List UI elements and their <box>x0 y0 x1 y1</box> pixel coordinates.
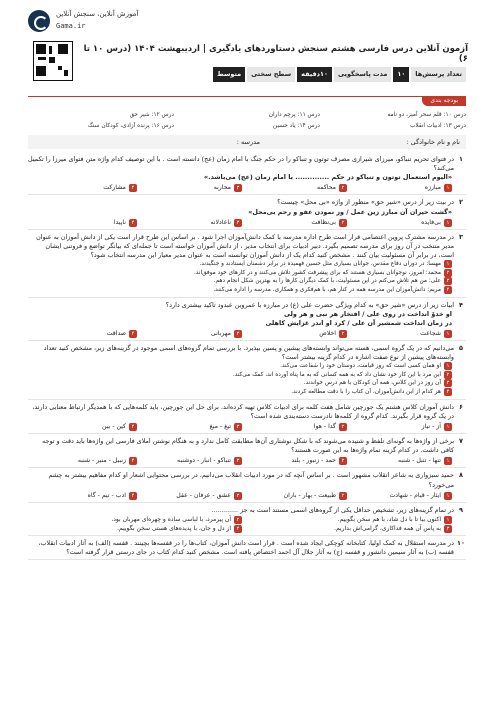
question-text: برخی از واژه‌ها به گونه‌ای تلفظ و شنیده می‌شوند که با شکل نوشتاری آن‌ها مطابقت کامل ندارد و به هنگام نوشتن املای فارسی این واژه‌ها باید دقت و توجه کافی داشت. در کدام گزینه تمام واژه‌ها به این صورت هستند؟ <box>42 436 454 455</box>
option-number: ۲ <box>339 423 347 431</box>
answer-option[interactable] <box>28 362 452 371</box>
student-name-label: نام و نام خانوادگی : <box>406 138 460 146</box>
answer-option[interactable] <box>28 379 452 388</box>
logo-site: Gama.ir <box>56 22 86 30</box>
answer-option[interactable] <box>242 515 452 524</box>
option-number: ۳ <box>444 525 452 533</box>
option-text: علی: من هم تلاش می‌کنم در این مسئولیت، با کمک دیگران کارها را به بهترین شکل انجام دهم. <box>213 278 441 285</box>
question-list <box>28 152 466 560</box>
info-cell: سطح سختی <box>247 67 295 82</box>
answer-option[interactable] <box>347 491 452 500</box>
answer-option[interactable] <box>242 329 347 338</box>
question-text: در مدرسه مشترک پروین اعتصامی قرار است طرح اداره مدرسه با کمک دانش‌آموزان اجرا شود . بر اساس این طرح قرار است یکی از دانش آموزان به عنوان مدیر منتخب در آن روز برای مدرسه تصمیم بگیرد. دبیر ادبیات برای انتخاب مدیر ، از دانش آموزان خواسته است تا جمله‌ای که بیانگر تواضع و فروتنی ایشان است، در برابر آن مسئولیت بیان کنند . مشخص کنید کدام یک از دانش آموزان توانسته است به عنوان مدیر معیار این مدرسه انتخاب شود؟ <box>36 232 454 260</box>
option-text: بی‌فایده <box>421 218 441 226</box>
option-list <box>28 491 452 500</box>
option-text: مریم: دانش‌آموزان این مدرسه همه در کنار هم، با هم‌فکری و همکاری، مدرسه را اداره می‌کنند. <box>213 287 441 293</box>
answer-option[interactable] <box>32 183 137 192</box>
option-text: او همان کسی است که روز قیامت، دوستان خود را شفاعت می‌کند. <box>280 363 441 370</box>
option-text: عشق - عرفان - عقل <box>176 491 231 499</box>
option-list <box>28 329 452 338</box>
question-item <box>28 536 466 560</box>
question-item <box>28 400 466 434</box>
option-text: مهسا: در دوران دفاع مقدس، جوانان بسیاری مثل حسین فهمیده در برابر دشمنان ایستادند و جنگیدند. <box>199 261 441 268</box>
option-number: ۱ <box>444 260 452 268</box>
option-number: ۱ <box>444 219 452 227</box>
question-number: ۹ <box>459 505 463 514</box>
answer-option[interactable] <box>137 422 242 431</box>
question-quote: او خدوْ انداخت در روی علی / افتخار هر نبی و هر ولی <box>284 309 452 318</box>
option-text: به پاس آن همه فداکاری، گرامی‌اش بداریم. <box>334 525 441 532</box>
question-quote: «گشت حیران آن مبارز زین عمل / وز نمودن عفو و رحم بی‌محل» <box>248 207 452 216</box>
budget-label: بودجه بندی <box>422 96 466 106</box>
option-number: ۴ <box>129 184 137 192</box>
option-number: ۳ <box>234 330 242 338</box>
lesson-item: درس ۱۳: ادبیات انقلاب <box>409 123 466 129</box>
question-item <box>28 503 466 536</box>
answer-option[interactable] <box>28 388 452 397</box>
answer-option[interactable] <box>137 329 242 338</box>
option-text: محاکمه <box>316 184 336 192</box>
lesson-list <box>28 110 466 132</box>
option-number: ۲ <box>339 457 347 465</box>
option-number: ۴ <box>444 286 452 294</box>
option-number: ۲ <box>339 184 347 192</box>
exam-title: آزمون آنلاین درس فارسی هشتم سنجش دستاوردهای یادگیری | اردیبهشت ۱۴۰۴ (درس ۱۰ تا ۶) <box>83 44 468 64</box>
question-text: در بیت زیر از درس «شیر حق» منظور از واژه «بی محل» چیست؟ <box>277 198 454 207</box>
student-info-bar <box>28 135 466 149</box>
question-text: دانش آموزان کلاس هشتم یک جورچین شامل هفت کلمه برای ادبیات کلاس تهیه کرده‌اند. برای حل این جورچین، باید کلمه‌هایی که با همدیگر ارتباط معنایی دارند، در یک گروه قرار بگیرند. کدام گروه از کلمه‌ها نادرست دسته‌بندی شده است؟ <box>32 402 454 420</box>
site-logo[interactable] <box>28 6 218 38</box>
option-text: تنها - تنبل - شنبه <box>397 457 441 465</box>
question-text: حمید سبزواری به شاعر انقلاب مشهور است . بر اساس آنچه که در مورد ادبیات انقلاب می‌دانیم، در بررسی محتوایی اشعار او کدام مفاهیم بیشتر به چشم می‌خورد؟ <box>48 471 454 489</box>
option-text: حمد - زنبور - بلند <box>291 457 336 465</box>
answer-option[interactable] <box>32 524 242 533</box>
option-number: ۱ <box>444 516 452 524</box>
option-number: ۳ <box>234 423 242 431</box>
lesson-row <box>28 121 466 132</box>
answer-option[interactable] <box>28 269 452 278</box>
option-text: طبیعت - بهار - باران <box>283 491 336 499</box>
lesson-item: درس ۱۴: یاد حسین <box>272 123 320 129</box>
option-text: مبارزه <box>424 184 441 192</box>
option-number: ۴ <box>129 423 137 431</box>
option-number: ۴ <box>129 492 137 500</box>
answer-option[interactable] <box>28 260 452 269</box>
answer-option[interactable] <box>137 456 242 465</box>
option-text: آز - نیاز <box>421 422 441 430</box>
option-text: محاربه <box>213 184 231 192</box>
question-number: ۲ <box>459 198 463 207</box>
option-list <box>28 422 452 431</box>
answer-option[interactable] <box>32 515 242 524</box>
option-text: ناعادلانه <box>210 218 231 226</box>
option-number: ۳ <box>234 184 242 192</box>
option-number: ۴ <box>444 388 452 396</box>
answer-option[interactable] <box>32 422 137 431</box>
question-number: ۵ <box>459 343 463 352</box>
answer-option[interactable] <box>137 218 242 227</box>
option-text: ادب - تیم - گاه <box>87 491 126 499</box>
option-list <box>28 362 466 396</box>
option-number: ۴ <box>129 219 137 227</box>
school-label: مدرسه : <box>236 138 260 146</box>
option-number: ۲ <box>339 492 347 500</box>
option-text: این مرد با این کار خود نشان داد که به همه کسانی که به ما پناه آورده اند، کمک می‌کند. <box>232 371 441 378</box>
answer-option[interactable] <box>347 456 452 465</box>
lesson-row <box>28 110 466 121</box>
info-cell: متوسط <box>213 67 245 82</box>
answer-option[interactable] <box>28 277 452 286</box>
option-number: ۳ <box>234 219 242 227</box>
option-text: تیغ - میغ <box>209 422 231 430</box>
lesson-item: درس ۱۰: قلم سحر آمیز، دو نامه <box>387 112 466 118</box>
answer-option[interactable] <box>137 491 242 500</box>
option-text: آن روز در این کلاس، همه آن کودکان با هم درس خواندند. <box>303 380 441 387</box>
option-list <box>28 218 452 227</box>
question-text: ابیات زیر از درس «شیر حق» به کدام ویژگی حضرت علی (ع) در مبارزه با عمروبن عبدود تاکید بیشتری دارد؟ <box>165 300 454 309</box>
qr-code-icon <box>33 41 73 81</box>
option-text: مشارکت <box>103 184 126 192</box>
question-item <box>28 298 466 341</box>
answer-option[interactable] <box>242 456 347 465</box>
option-text: ناپیدا <box>113 218 126 226</box>
answer-option[interactable] <box>347 422 452 431</box>
answer-option[interactable] <box>242 524 452 533</box>
question-item <box>28 341 466 400</box>
gama-logo-icon <box>28 10 50 32</box>
option-text: اخلاص <box>319 329 336 337</box>
question-number: ۴ <box>459 300 463 309</box>
question-number: ۸ <box>459 471 463 480</box>
answer-option[interactable] <box>32 456 137 465</box>
answer-option[interactable] <box>32 218 137 227</box>
option-number: ۲ <box>339 219 347 227</box>
question-item <box>28 230 466 298</box>
lesson-item: درس ۱۶: پرنده آزادی، کودکان سنگ <box>87 123 174 129</box>
question-text: در مدرسه استقلال به کمک اولیا، کتابخانه کوچکی ایجاد شده است . قرار است دانش آموزان، کتاب‌ها را در قفسه‌ها بچینند . قفسه (الف) به آثار ادبیات انقلاب، قفسه (ب) به آثار سیمین دانشور و قفسه (ج) به آثار جلال آل احمد اختصاص یافته است. مشخص کنید کدام کتاب در جای درستی قرار گرفته است؟ <box>38 539 454 557</box>
option-number: ۳ <box>234 457 242 465</box>
option-number: ۱ <box>444 184 452 192</box>
option-list <box>28 260 466 294</box>
option-number: ۱ <box>444 457 452 465</box>
option-text: ایثار - قیام - شهادت <box>389 491 441 499</box>
option-text: هر کدام از این دانش‌آموزان، آن کتاب را با دقت مطالعه کردند. <box>291 388 441 395</box>
question-number: ۱۰ <box>457 539 465 547</box>
option-text: مهربانی <box>210 329 231 337</box>
question-quote: «الیوم استعمال توتون و تنباکو در حکم .............. با امام زمان (عج) می‌باشد.» <box>204 173 452 182</box>
option-number: ۲ <box>234 516 242 524</box>
question-item <box>28 468 466 502</box>
answer-option[interactable] <box>28 286 452 295</box>
answer-option[interactable] <box>32 491 137 500</box>
question-item <box>28 195 466 229</box>
option-text: گدا - هوا <box>313 422 336 430</box>
answer-option[interactable] <box>137 183 242 192</box>
answer-option[interactable] <box>347 329 452 338</box>
option-list <box>28 456 452 465</box>
option-number: ۱ <box>444 362 452 370</box>
answer-option[interactable] <box>347 183 452 192</box>
answer-option[interactable] <box>242 183 347 192</box>
option-number: ۲ <box>444 269 452 277</box>
question-text: می‌دانیم که در یک گروه اسمی، هسته می‌تواند وابسته‌های پیشین و پسین بپذیرد. با بررسی تمام گروه‌های اسمی موجود در گزینه‌های زیر، مشخص کنید تعداد وابسته‌های پیشین از نوع صفت اشاره در کدام گزینه بیشتر است؟ <box>43 343 454 361</box>
option-text: از دل و جان، با پدیده‌های هستی سخن بگوییم. <box>117 525 231 532</box>
question-text: در تمام گزینه‌های زیر، تشخیص حداقل یکی از گروه‌های اسمی مستند است به جز ............. <box>211 505 454 514</box>
option-number: ۳ <box>444 277 452 285</box>
option-text: زنبیل - منبر - شنبه <box>77 457 126 465</box>
option-number: ۳ <box>234 492 242 500</box>
option-number: ۴ <box>129 457 137 465</box>
question-item <box>28 152 466 195</box>
answer-option[interactable] <box>242 491 347 500</box>
answer-option[interactable] <box>347 218 452 227</box>
logo-tagline: آموزش آنلاین، سنجش آنلاین <box>56 10 139 18</box>
option-text: آن پیرمرد، با لباسی ساده و چهره‌ای مهربان بود. <box>111 516 231 523</box>
info-cell: ۱۰ <box>393 67 409 82</box>
option-number: ۱ <box>444 423 452 431</box>
option-text: محمد: امروز، نوجوانان بسیاری هستند که برای پیشرفت کشور تلاش می‌کنند و در کارهای خود موفق‌اند. <box>193 269 441 276</box>
budget-band <box>28 96 466 108</box>
answer-option[interactable] <box>28 371 452 380</box>
option-number: ۱ <box>444 492 452 500</box>
question-number: ۷ <box>459 436 463 445</box>
question-number: ۶ <box>459 402 463 411</box>
option-text: تنباکو - انبار - دوشنبه <box>177 457 231 465</box>
question-number: ۳ <box>459 232 463 241</box>
option-text: بی‌نظافت <box>311 218 336 226</box>
option-number: ۴ <box>234 525 242 533</box>
option-text: اکنون بیا تا با دل شاد، با هم سخن بگوییم. <box>337 516 441 523</box>
option-number: ۲ <box>444 371 452 379</box>
answer-option[interactable] <box>32 329 137 338</box>
info-cell: تعداد پرسش‌ها <box>411 67 466 82</box>
option-number: ۴ <box>129 330 137 338</box>
answer-option[interactable] <box>242 218 347 227</box>
answer-option[interactable] <box>242 422 347 431</box>
question-item <box>28 434 466 468</box>
option-list <box>28 515 452 533</box>
exam-info-bar <box>76 67 466 82</box>
option-number: ۳ <box>444 379 452 387</box>
info-cell: مدت پاسخگویی <box>334 67 391 82</box>
question-number: ۱ <box>459 155 463 163</box>
option-number: ۲ <box>339 330 347 338</box>
option-text: کین - بین <box>102 422 126 430</box>
option-list <box>28 183 452 192</box>
lesson-item: درس ۱۲: شیر حق <box>129 112 174 118</box>
question-text: در فتوای تحریم تنباکو، میرزای شیرازی مصرف توتون و تنباکو را در حکم جنگ با امام زمان (عج) دانسته است . با این توصیف کدام واژه متن فتوای میرزا را تکمیل می‌کند؟ <box>28 155 454 173</box>
lesson-item: درس ۱۱: پرچم داران <box>268 112 320 118</box>
option-number: ۱ <box>444 330 452 338</box>
info-cell: ۱۰دقیقه <box>297 67 332 82</box>
option-text: صداقت <box>106 329 126 337</box>
question-quote: در زمان انداخت شمشیر آن علی / کرد او اندر غزایش کاهلی <box>265 318 452 327</box>
option-text: شجاعت <box>420 329 441 337</box>
